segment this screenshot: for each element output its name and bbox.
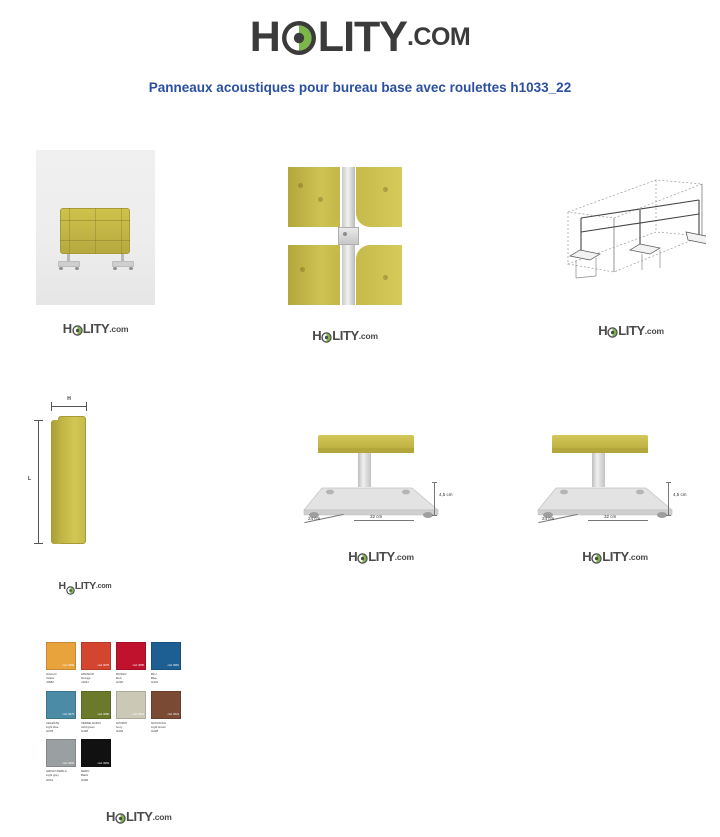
watermark-h: H: [312, 328, 322, 343]
figure-color-chart: [40, 638, 200, 828]
figure-joint-detail: [288, 167, 402, 357]
watermark-lity: LITY: [602, 549, 629, 564]
color-swatch-row: [46, 691, 186, 734]
figure-panel-dimensions-image: [20, 398, 130, 568]
color-ref: G900: [81, 777, 89, 782]
color-swatch[interactable]: [81, 691, 111, 719]
site-logo: [0, 13, 720, 61]
figure-caption: [556, 322, 706, 340]
color-ref: G402: [116, 729, 124, 734]
color-swatch-code: cod. 0081: [167, 664, 179, 668]
color-swatch[interactable]: [46, 642, 76, 670]
color-name-fr: Light brown: [151, 724, 166, 729]
color-name-fr: Light blue: [46, 724, 59, 729]
color-swatch-chip[interactable]: [151, 691, 181, 719]
watermark-dotcom: .com: [152, 811, 172, 822]
color-swatch-chip[interactable]: [46, 642, 76, 670]
color-swatch[interactable]: [151, 642, 181, 670]
panel-connector: [338, 227, 359, 245]
color-swatch-chip[interactable]: [46, 739, 76, 767]
color-swatch-code: cod. 0086: [97, 713, 109, 717]
panel-seam: [69, 208, 70, 254]
color-name-fr: Blue: [151, 676, 157, 681]
dimension-tick: [51, 402, 52, 411]
panel-seam: [95, 208, 96, 254]
page-title: Panneaux acoustiques pour bureau base avec roulettes h1033_22: [148, 80, 572, 95]
dimension-label-base-height: 4,5 cm: [673, 492, 687, 497]
color-swatch-row: [46, 739, 186, 782]
color-swatch-chip[interactable]: [81, 739, 111, 767]
watermark-dotcom: .com: [628, 551, 648, 562]
color-name-fr: Light grey: [46, 773, 59, 778]
dimension-label-base-width: 32 cm: [604, 514, 617, 519]
color-swatch[interactable]: [81, 739, 111, 767]
color-swatch-labels: [46, 719, 76, 734]
color-swatch-labels: [46, 767, 76, 782]
color-name-it: AVORIO: [116, 720, 128, 725]
color-name-fr: Ivory: [116, 724, 123, 729]
color-swatch-chip[interactable]: [81, 642, 111, 670]
dimension-line-height: [434, 482, 435, 516]
color-ref: G426: [81, 729, 89, 734]
color-swatch[interactable]: [151, 691, 181, 719]
color-swatch-code: cod. 0080: [62, 664, 74, 668]
figure-caption: [36, 320, 155, 338]
caster-wheel: [113, 267, 117, 270]
dimension-label-h: H: [67, 396, 71, 402]
watermark-dotcom: .com: [358, 330, 378, 341]
color-ref: G641: [46, 777, 54, 782]
panel-right-lower: [356, 245, 402, 305]
figure-caption: [40, 808, 240, 826]
dimension-line-height: [668, 482, 669, 516]
watermark-h: H: [106, 809, 115, 824]
color-swatch-labels: [116, 670, 146, 685]
color-swatch-code: cod. 0079: [62, 713, 74, 717]
watermark-lity: LITY: [368, 549, 395, 564]
dimension-tick: [666, 515, 671, 516]
watermark-globe-icon: [66, 582, 75, 591]
watermark-globe-icon: [115, 811, 126, 822]
dimension-tick: [432, 515, 437, 516]
color-swatch[interactable]: [46, 691, 76, 719]
panel-bottom-edge: [318, 435, 414, 449]
figure-base-detail-1: [296, 430, 476, 580]
color-name-fr: Orange: [81, 676, 91, 681]
figure-caption: [296, 548, 466, 566]
logo-text-h: H: [249, 13, 280, 61]
figure-base-detail-2-image: [530, 430, 700, 525]
tufting-dot: [318, 197, 323, 202]
dimension-tick: [34, 543, 43, 544]
watermark-h: H: [582, 549, 592, 564]
color-swatch-labels: [151, 670, 181, 685]
figure-caption: [20, 576, 150, 594]
watermark-h: H: [348, 549, 358, 564]
watermark-h: H: [58, 580, 66, 592]
caster-wheel: [75, 267, 79, 270]
watermark-h: H: [62, 321, 72, 336]
color-name-fr: Black: [81, 773, 89, 778]
color-swatch-chip[interactable]: [81, 691, 111, 719]
color-swatch-chip[interactable]: [46, 691, 76, 719]
color-ref: G220: [116, 680, 124, 685]
panel-seam: [121, 208, 122, 254]
color-name-it: VERDE ACIDO: [81, 720, 101, 725]
acoustic-panel-front: [58, 416, 86, 544]
dimension-label-base-depth: 24 cm: [308, 516, 321, 521]
color-swatch[interactable]: [116, 691, 146, 719]
color-name-it: GIALLO: [46, 672, 57, 676]
color-swatch-code: cod. 0024: [167, 713, 179, 717]
dimension-line-h: [51, 406, 87, 407]
panel-gap: [288, 227, 340, 245]
color-swatch-code: cod. 0078: [97, 664, 109, 668]
color-swatch-labels: [81, 670, 111, 685]
tufting-dot: [300, 267, 305, 272]
color-swatch-labels: [116, 719, 146, 734]
figure-caption: [530, 548, 700, 566]
color-swatch[interactable]: [116, 642, 146, 670]
dimension-tick: [432, 482, 437, 483]
watermark-globe-icon: [591, 551, 602, 562]
color-swatch-code: cod. 0082: [132, 713, 144, 717]
dimension-label-base-height: 4,5 cm: [439, 492, 453, 497]
color-name-it: GRIGIO PERLA: [46, 769, 67, 774]
watermark-globe-icon: [72, 323, 83, 334]
dimension-tick: [666, 482, 671, 483]
dimension-label-base-depth: 24 cm: [542, 516, 555, 521]
color-name-it: BLU: [151, 672, 157, 676]
color-swatch[interactable]: [81, 642, 111, 670]
dimension-label-l: L: [28, 476, 32, 482]
watermark-dotcom: .com: [95, 582, 112, 590]
dimension-line-l: [38, 420, 39, 544]
watermark-lity: LITY: [126, 809, 153, 824]
color-name-it: ARANCIO: [81, 672, 95, 676]
dimension-label-base-width: 32 cm: [370, 514, 383, 519]
color-ref: G078: [46, 729, 54, 734]
watermark-lity: LITY: [82, 321, 110, 336]
logo-globe-icon: [281, 20, 317, 56]
acoustic-panel-side: [51, 420, 60, 544]
color-name-it: CELESTE: [46, 720, 60, 725]
tufting-dot: [383, 275, 388, 280]
figure-panel-dimensions: [20, 398, 150, 598]
color-swatch-code: cod. 0083: [62, 761, 74, 765]
dimension-tick: [86, 402, 87, 411]
color-ref: J2082: [46, 680, 54, 685]
connector-screw: [343, 232, 347, 236]
logo-text-dotcom: .COM: [406, 23, 471, 51]
color-swatch-labels: [81, 719, 111, 734]
color-swatch-chip[interactable]: [116, 642, 146, 670]
figure-wireframe: [556, 160, 706, 350]
watermark-dotcom: .com: [109, 323, 129, 334]
watermark-globe-icon: [357, 551, 368, 562]
figure-joint-detail-image: [288, 167, 402, 305]
figure-base-detail-2: [530, 430, 710, 580]
figure-wireframe-image: [556, 160, 706, 300]
watermark-globe-icon: [607, 325, 618, 336]
color-swatch-chip[interactable]: [116, 691, 146, 719]
dimension-line-width: [588, 520, 648, 521]
watermark-lity: LITY: [74, 580, 96, 592]
color-name-it: ROSSO: [116, 672, 127, 676]
color-name-fr: Yellow: [46, 676, 55, 681]
caster-wheel: [129, 267, 133, 270]
color-swatch-labels: [151, 719, 181, 734]
logo-text-lity: LITY: [317, 13, 407, 61]
color-ref: G301: [151, 680, 159, 685]
color-ref: G028: [151, 729, 159, 734]
color-swatch-code: cod. 0084: [97, 761, 109, 765]
figure-caption: [288, 327, 402, 345]
watermark-lity: LITY: [618, 323, 645, 338]
figure-base-detail-1-image: [296, 430, 466, 525]
panel-left-lower: [288, 245, 340, 305]
figure-panel-overview-image: [36, 150, 155, 305]
watermark-h: H: [598, 323, 608, 338]
color-swatch-labels: [46, 670, 76, 685]
color-name-it: NOCCIOLA: [151, 720, 167, 725]
color-swatch-grid: [46, 642, 186, 788]
color-name-it: NERO: [81, 769, 90, 774]
panel-bottom-edge: [552, 435, 648, 449]
watermark-dotcom: .com: [394, 551, 414, 562]
panel-left-upper: [288, 167, 340, 227]
caster-wheel: [59, 267, 63, 270]
color-name-fr: Acid green: [81, 724, 95, 729]
watermark-globe-icon: [321, 330, 332, 341]
tufting-dot: [298, 183, 303, 188]
color-swatch-labels: [81, 767, 111, 782]
panel-right-upper: [356, 167, 402, 227]
color-ref: J1221: [81, 680, 89, 685]
tufting-dot: [383, 187, 388, 192]
watermark-lity: LITY: [332, 328, 359, 343]
dimension-line-width: [354, 520, 414, 521]
figure-panel-overview: [36, 150, 155, 340]
watermark-dotcom: .com: [644, 325, 664, 336]
color-swatch[interactable]: [46, 739, 76, 767]
color-swatch-code: cod. 0085: [132, 664, 144, 668]
color-swatch-chip[interactable]: [151, 642, 181, 670]
dimension-tick: [34, 420, 43, 421]
color-swatch-row: [46, 642, 186, 685]
color-name-fr: Red: [116, 676, 122, 681]
